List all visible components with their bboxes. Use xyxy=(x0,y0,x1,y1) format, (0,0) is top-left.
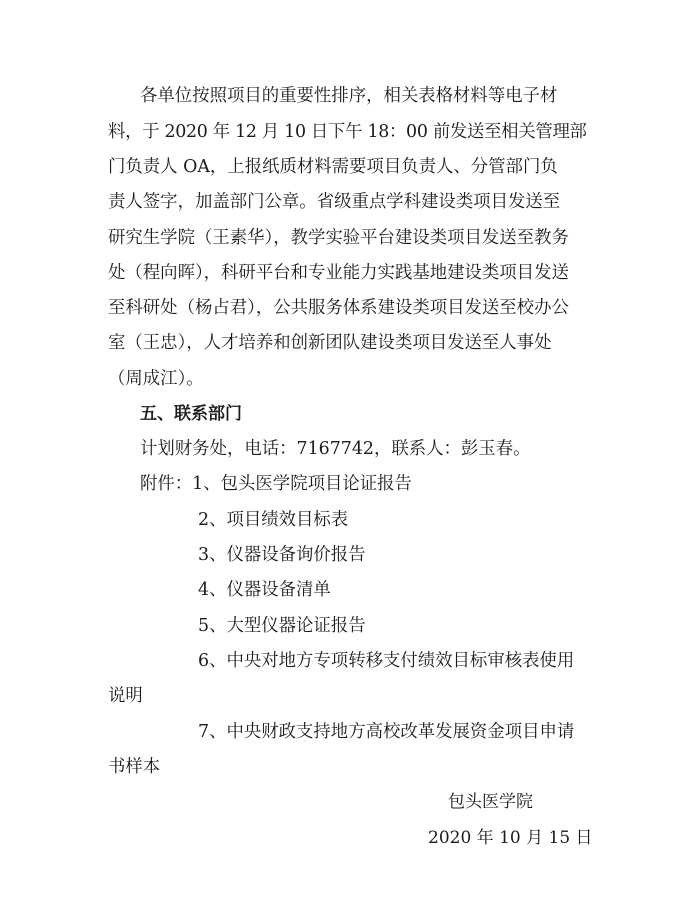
attachment-item-2: 2、项目绩效目标表 xyxy=(198,510,349,530)
paragraph-line-3: 门负责人 OA，上报纸质材料需要项目负责人、分管部门负 xyxy=(108,157,558,177)
attachment-item-4: 4、仪器设备清单 xyxy=(198,580,331,600)
attachments-label: 附件：1、包头医学院项目论证报告 xyxy=(140,474,412,494)
paragraph-line-4: 责人签字，加盖部门公章。省级重点学科建设类项目发送至 xyxy=(108,192,561,212)
paragraph-line-2: 料，于 2020 年 12 月 10 日下午 18：00 前发送至相关管理部 xyxy=(108,122,587,142)
contact-line: 计划财务处，电话：7167742，联系人：彭玉春。 xyxy=(140,439,531,459)
paragraph-line-7: 至科研处（杨占君），公共服务体系建设类项目发送至校办公 xyxy=(108,298,569,318)
paragraph-line-6: 处（程向晖），科研平台和专业能力实践基地建设类项目发送 xyxy=(108,263,569,283)
paragraph-line-5: 研究生学院（王素华），教学实验平台建设类项目发送至教务 xyxy=(108,228,569,248)
signature-organization: 包头医学院 xyxy=(448,792,533,812)
attachment-item-6-line1: 6、中央对地方专项转移支付绩效目标审核表使用 xyxy=(198,651,575,671)
attachment-item-6-line2: 说明 xyxy=(108,686,143,706)
paragraph-line-9: （周成江）。 xyxy=(108,369,204,389)
paragraph-line-8: 室（王忠），人才培养和创新团队建设类项目发送至人事处 xyxy=(108,333,552,353)
signature-date: 2020 年 10 月 15 日 xyxy=(428,828,593,848)
attachment-item-7-line2: 书样本 xyxy=(108,757,161,777)
paragraph-line-1: 各单位按照项目的重要性排序，相关表格材料等电子材 xyxy=(140,86,558,106)
attachment-item-7-line1: 7、中央财政支持地方高校改革发展资金项目申请 xyxy=(198,722,575,742)
attachment-item-5: 5、大型仪器论证报告 xyxy=(198,616,366,636)
section-heading: 五、联系部门 xyxy=(140,404,242,424)
attachment-item-3: 3、仪器设备询价报告 xyxy=(198,545,366,565)
